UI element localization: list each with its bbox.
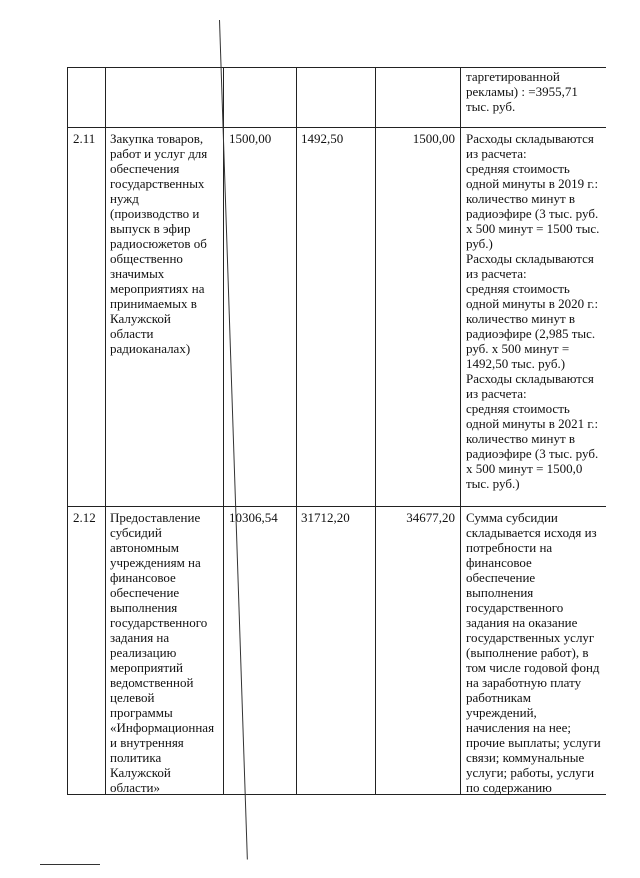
value-2021: 1500,00 <box>412 131 455 146</box>
item-name: Предоставление субсидий автономным учреждениям на финансовое обеспечение выполнения государственного задания на реализацию мероприятий ведомственной целевой программы «Информационная и внутренняя политика Калужской области» <box>110 510 215 795</box>
justification-cell: таргетированной рекламы) : =3955,71 тыс. руб. <box>466 69 578 114</box>
row-divider <box>68 127 606 128</box>
value-2021: 34677,20 <box>406 510 455 525</box>
budget-table <box>67 67 606 795</box>
column-divider <box>375 67 376 794</box>
value-2020: 1492,50 <box>301 131 344 146</box>
row-number: 2.12 <box>73 510 96 525</box>
footnote-rule <box>40 864 100 865</box>
justification-cell: Сумма субсидии складывается исходя из потребности на финансовое обеспечение выполнения государственного задания на оказание государственных услуг (выполнение работ), в том числе годовой фонд на заработную плату работникам учреждений, начисления на нее; прочие выплаты; услуги связи; коммунальные услуги; работы, услуги по содержанию <box>466 510 601 795</box>
item-name: Закупка товаров, работ и услуг для обеспечения государственных нужд (производство и выпуск в эфир радиосюжетов об общественно значимых мероприятиях на принимаемых в Калужской области радиоканалах) <box>110 131 208 356</box>
row-divider <box>68 506 606 507</box>
row-divider <box>68 67 606 68</box>
value-2020: 31712,20 <box>301 510 350 525</box>
value-2019: 1500,00 <box>229 131 272 146</box>
justification-cell: Расходы складываются из расчета: средняя стоимость одной минуты в 2019 г.: количество минут в радиоэфире (3 тыс. руб. х 500 минут = 1500 тыс. руб.) Расходы складываются из расчета: средняя стоимость одной минуты в 2020 г.: количество минут в радиоэфире (2,985 тыс. руб. х 500 минут = 1492,50 тыс. руб.) Расходы складываются из расчета: средняя стоимость одной минуты в 2021 г.: количество минут в радиоэфире (3 тыс. руб. х 500 минут = 1500,0 тыс. руб.) <box>466 131 600 491</box>
value-2019: 10306,54 <box>229 510 278 525</box>
row-number: 2.11 <box>73 131 96 146</box>
column-divider <box>105 67 106 794</box>
column-divider <box>296 67 297 794</box>
column-divider <box>460 67 461 794</box>
